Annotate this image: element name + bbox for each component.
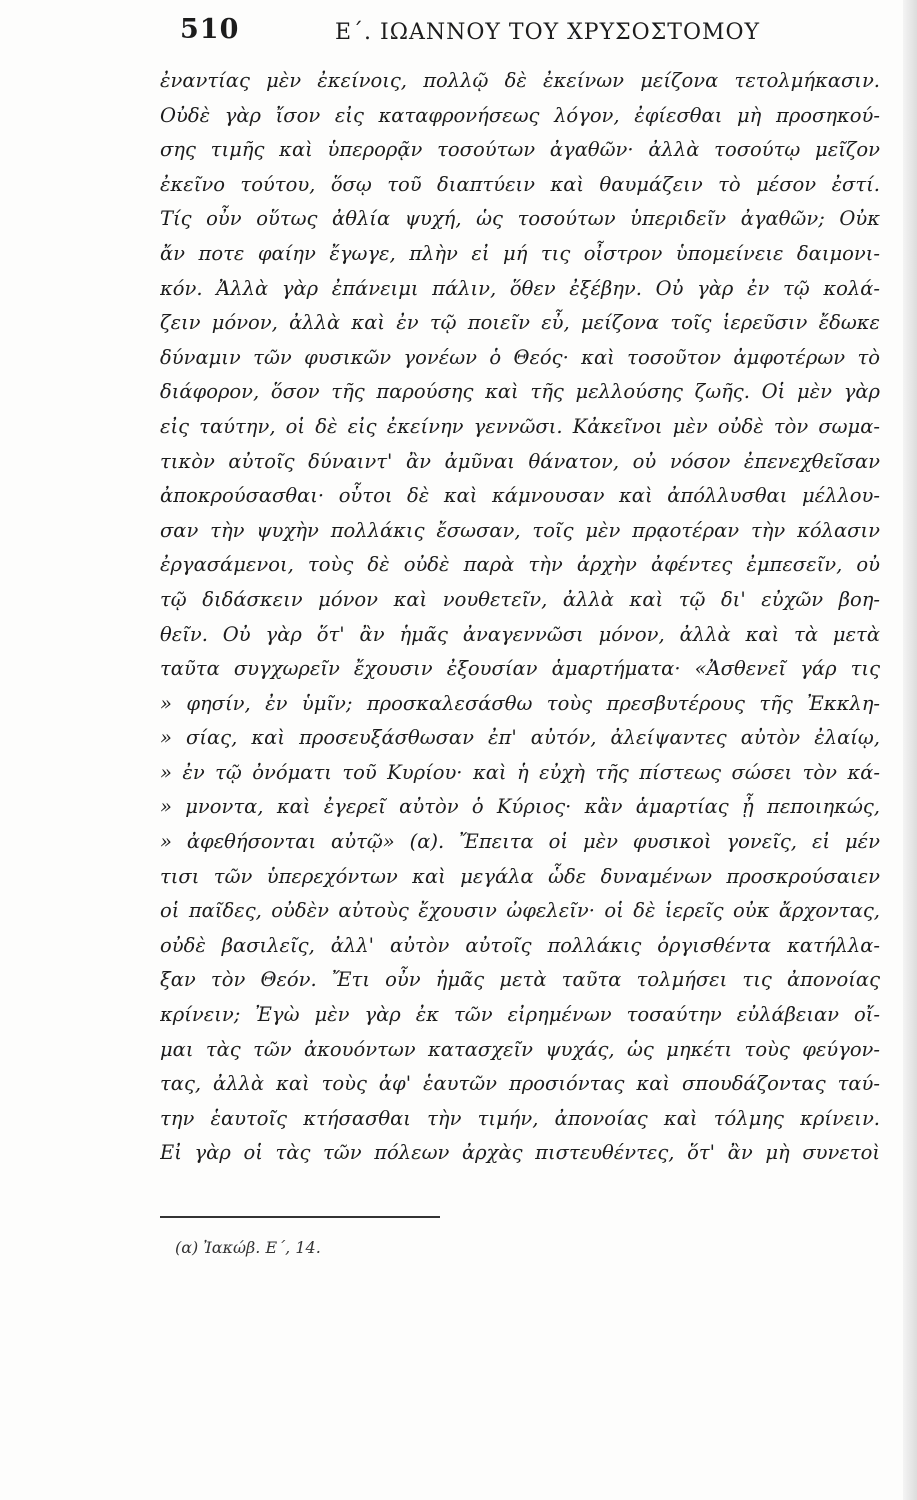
text-line: δύναμιν τῶν φυσικῶν γονέων ὁ Θεός· καὶ τοσοῦτον ἀμφοτέρων τὸ	[160, 345, 880, 369]
text-line: εἰς ταύτην, οἱ δὲ εἰς ἐκείνην γεννῶσι. Κἀκεῖνοι μὲν οὐδὲ τὸν σωμα-	[160, 414, 880, 438]
page-header	[180, 14, 880, 58]
text-line: διάφορον, ὅσον τῆς παρούσης καὶ τῆς μελλούσης ζωῆς. Οἱ μὲν γὰρ	[160, 380, 880, 404]
text-line: σαν τὴν ψυχὴν πολλάκις ἔσωσαν, τοῖς μὲν πρᾳοτέραν τὴν κόλασιν	[160, 518, 880, 542]
text-line: Οὐδὲ γὰρ ἴσον εἰς καταφρονήσεως λόγον, ἐφίεσθαι μὴ προσηκού-	[160, 103, 880, 127]
text-line: » ἐν τῷ ὀνόματι τοῦ Κυρίου· καὶ ἡ εὐχὴ τῆς πίστεως σώσει τὸν κά-	[160, 760, 880, 784]
main-text	[160, 64, 880, 1171]
text-line: μαι τὰς τῶν ἀκουόντων κατασχεῖν ψυχάς, ὡς μηκέτι τοὺς φεύγον-	[160, 1037, 880, 1061]
text-line: τῷ διδάσκειν μόνον καὶ νουθετεῖν, ἀλλὰ καὶ τῷ δι' εὐχῶν βοη-	[160, 587, 880, 611]
text-line: την ἑαυτοῖς κτήσασθαι τὴν τιμήν, ἀπονοίας καὶ τόλμης κρίνειν.	[160, 1106, 880, 1130]
text-line: ἐκεῖνο τούτου, ὅσῳ τοῦ διαπτύειν καὶ θαυμάζειν τὸ μέσον ἐστί.	[160, 172, 880, 196]
text-line: ταῦτα συγχωρεῖν ἔχουσιν ἐξουσίαν ἁμαρτήματα· «Ἀσθενεῖ γάρ τις	[160, 657, 880, 681]
text-line: Τίς οὖν οὕτως ἀθλία ψυχή, ὡς τοσούτων ὑπεριδεῖν ἀγαθῶν; Οὐκ	[160, 207, 880, 231]
text-line: οὐδὲ βασιλεῖς, ἀλλ' αὐτὸν αὐτοῖς πολλάκις ὀργισθέντα κατήλλα-	[160, 933, 880, 957]
text-line: θεῖν. Οὐ γὰρ ὅτ' ἂν ἡμᾶς ἀναγεννῶσι μόνον, ἀλλὰ καὶ τὰ μετὰ	[160, 622, 880, 646]
text-line: ξαν τὸν Θεόν. Ἔτι οὖν ἡμᾶς μετὰ ταῦτα τολμήσει τις ἀπονοίας	[160, 968, 880, 992]
text-line: ζειν μόνον, ἀλλὰ καὶ ἐν τῷ ποιεῖν εὖ, μείζονα τοῖς ἱερεῦσιν ἔδωκε	[160, 311, 880, 335]
text-line: οἱ παῖδες, οὐδὲν αὐτοὺς ἔχουσιν ὠφελεῖν· οἱ δὲ ἱερεῖς οὐκ ἄρχοντας,	[160, 899, 880, 923]
text-line: » σίας, καὶ προσευξάσθωσαν ἐπ' αὐτόν, ἀλείψαντες αὐτὸν ἐλαίῳ,	[160, 726, 880, 750]
text-line: σης τιμῆς καὶ ὑπερορᾷν τοσούτων ἀγαθῶν· ἀλλὰ τοσούτῳ μεῖζον	[160, 138, 880, 162]
text-line: τας, ἀλλὰ καὶ τοὺς ἀφ' ἑαυτῶν προσιόντας καὶ σπουδάζοντας ταύ-	[160, 1072, 880, 1096]
text-line: » ἀφεθήσονται αὐτῷ» (α). Ἔπειτα οἱ μὲν φυσικοὶ γονεῖς, εἰ μέν	[160, 830, 880, 854]
text-line: » μνοντα, καὶ ἐγερεῖ αὐτὸν ὁ Κύριος· κἂν ἁμαρτίας ᾖ πεποιηκώς,	[160, 795, 880, 819]
page-edge-shadow	[903, 0, 917, 1500]
footnote-divider	[160, 1216, 440, 1218]
text-line: ἀποκρούσασθαι· οὗτοι δὲ καὶ κάμνουσαν καὶ ἀπόλλυσθαι μέλλου-	[160, 484, 880, 508]
page-number: 510	[180, 14, 240, 45]
text-line: ἐργασάμενοι, τοὺς δὲ οὐδὲ παρὰ τὴν ἀρχὴν ἀφέντες ἐμπεσεῖν, οὐ	[160, 553, 880, 577]
text-line: κόν. Ἀλλὰ γὰρ ἐπάνειμι πάλιν, ὅθεν ἐξέβην. Οὐ γὰρ ἐν τῷ κολά-	[160, 276, 880, 300]
text-line: τισι τῶν ὑπερεχόντων καὶ μεγάλα ὧδε δυναμένων προσκρούσαιεν	[160, 864, 880, 888]
text-line: κρίνειν; Ἐγὼ μὲν γὰρ ἐκ τῶν εἰρημένων τοσαύτην εὐλάβειαν οἴ-	[160, 1003, 880, 1027]
text-line: ἄν ποτε φαίην ἔγωγε, πλὴν εἰ μή τις οἶστρον ὑπομείνειε δαιμονι-	[160, 241, 880, 265]
text-line: τικὸν αὐτοῖς δύναιντ' ἂν ἀμῦναι θάνατον, οὐ νόσον ἐπενεχθεῖσαν	[160, 449, 880, 473]
text-line: » φησίν, ἐν ὑμῖν; προσκαλεσάσθω τοὺς πρεσβυτέρους τῆς Ἐκκλη-	[160, 691, 880, 715]
running-title: Ε΄. ΙΩΑΝΝΟΥ ΤΟΥ ΧΡΥΣΟΣΤΟΜΟΥ	[335, 20, 761, 45]
footnote: (α) Ἰακώβ. Ε΄, 14.	[175, 1238, 321, 1257]
text-line: ἐναντίας μὲν ἐκείνοις, πολλῷ δὲ ἐκείνων μείζονα τετολμήκασιν.	[160, 69, 880, 92]
text-line: Εἰ γὰρ οἱ τὰς τῶν πόλεων ἀρχὰς πιστευθέντες, ὅτ' ἂν μὴ συνετοὶ	[160, 1141, 880, 1165]
